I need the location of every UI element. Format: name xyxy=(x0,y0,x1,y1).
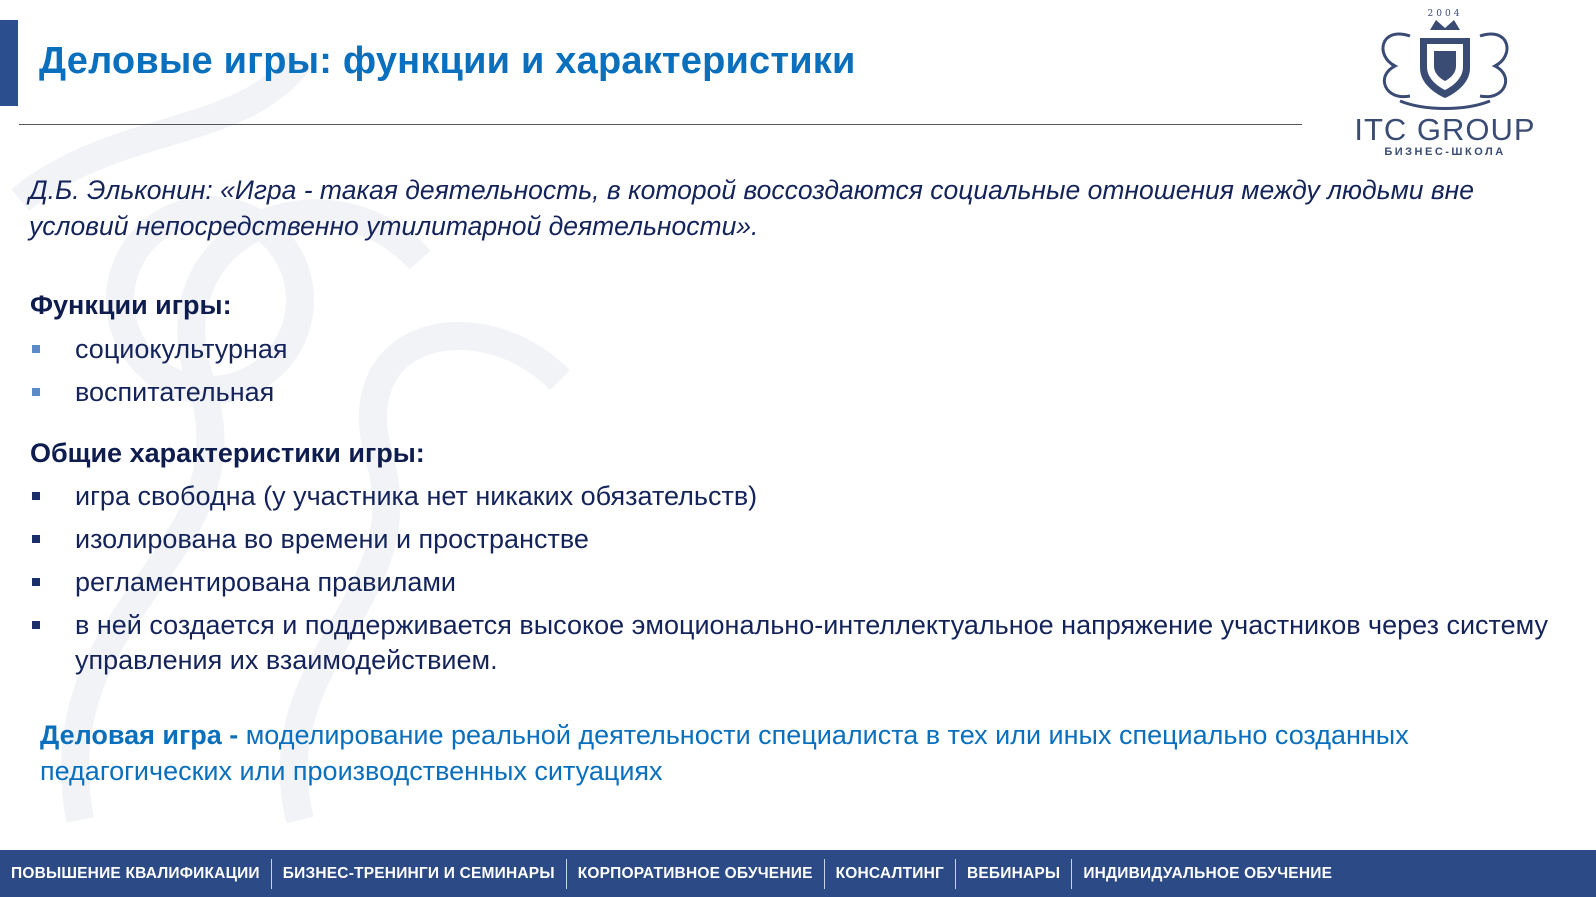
bullet-icon xyxy=(32,621,40,629)
svg-text:2004: 2004 xyxy=(1427,9,1463,19)
itc-group-logo xyxy=(1330,6,1560,158)
list-item: изолирована во времени и пространстве xyxy=(30,522,1570,557)
elkonin-quote: Д.Б. Эльконин: «Игра - такая деятельность, в которой воссоздаются социальные отношения между людьми вне условий непосредственно утилитарной деятельности». xyxy=(29,175,1474,241)
definition-term: Деловая игра - xyxy=(40,720,246,750)
functions-heading: Функции игры: xyxy=(30,290,232,320)
list-item: воспитательная xyxy=(30,375,1570,410)
functions-list xyxy=(30,332,1570,418)
definition-text: моделирование реальной деятельности специалиста в тех или иных специально созданных педагогических или производственных ситуациях xyxy=(40,720,1409,786)
title-accent-bar xyxy=(0,20,18,106)
footer-link-consulting[interactable]: КОНСАЛТИНГ xyxy=(835,864,944,882)
list-item: в ней создается и поддерживается высокое эмоционально-интеллектуальное напряжение участников через систему управления их взаимодействием. xyxy=(30,608,1570,678)
bullet-icon xyxy=(32,345,40,353)
title-divider xyxy=(19,124,1302,125)
characteristics-heading: Общие характеристики игры: xyxy=(30,438,425,468)
business-game-definition xyxy=(40,717,1520,789)
footer-link-webinars[interactable]: ВЕБИНАРЫ xyxy=(966,864,1061,882)
footer-link-individual[interactable]: ИНДИВИДУАЛЬНОЕ ОБУЧЕНИЕ xyxy=(1083,864,1333,882)
slide-title: Деловые игры: функции и характеристики xyxy=(39,40,856,82)
bullet-icon xyxy=(32,388,40,396)
list-item: социокультурная xyxy=(30,332,1570,367)
logo-brand-name: ITC GROUP xyxy=(1354,112,1536,147)
footer-nav xyxy=(0,850,1596,897)
characteristics-list xyxy=(30,479,1570,686)
footer-link-trainings[interactable]: БИЗНЕС-ТРЕНИНГИ И СЕМИНАРЫ xyxy=(282,864,555,882)
crest-icon xyxy=(1370,6,1520,114)
background-ornament xyxy=(0,0,700,840)
logo-subtitle: БИЗНЕС-ШКОЛА xyxy=(1384,146,1506,158)
list-item: игра свободна (у участника нет никаких обязательств) xyxy=(30,479,1570,514)
list-item: регламентирована правилами xyxy=(30,565,1570,600)
bullet-icon xyxy=(32,535,40,543)
bullet-icon xyxy=(32,492,40,500)
footer-link-qualification[interactable]: ПОВЫШЕНИЕ КВАЛИФИКАЦИИ xyxy=(11,864,260,882)
bullet-icon xyxy=(32,578,40,586)
footer-link-corporate[interactable]: КОРПОРАТИВНОЕ ОБУЧЕНИЕ xyxy=(577,864,813,882)
